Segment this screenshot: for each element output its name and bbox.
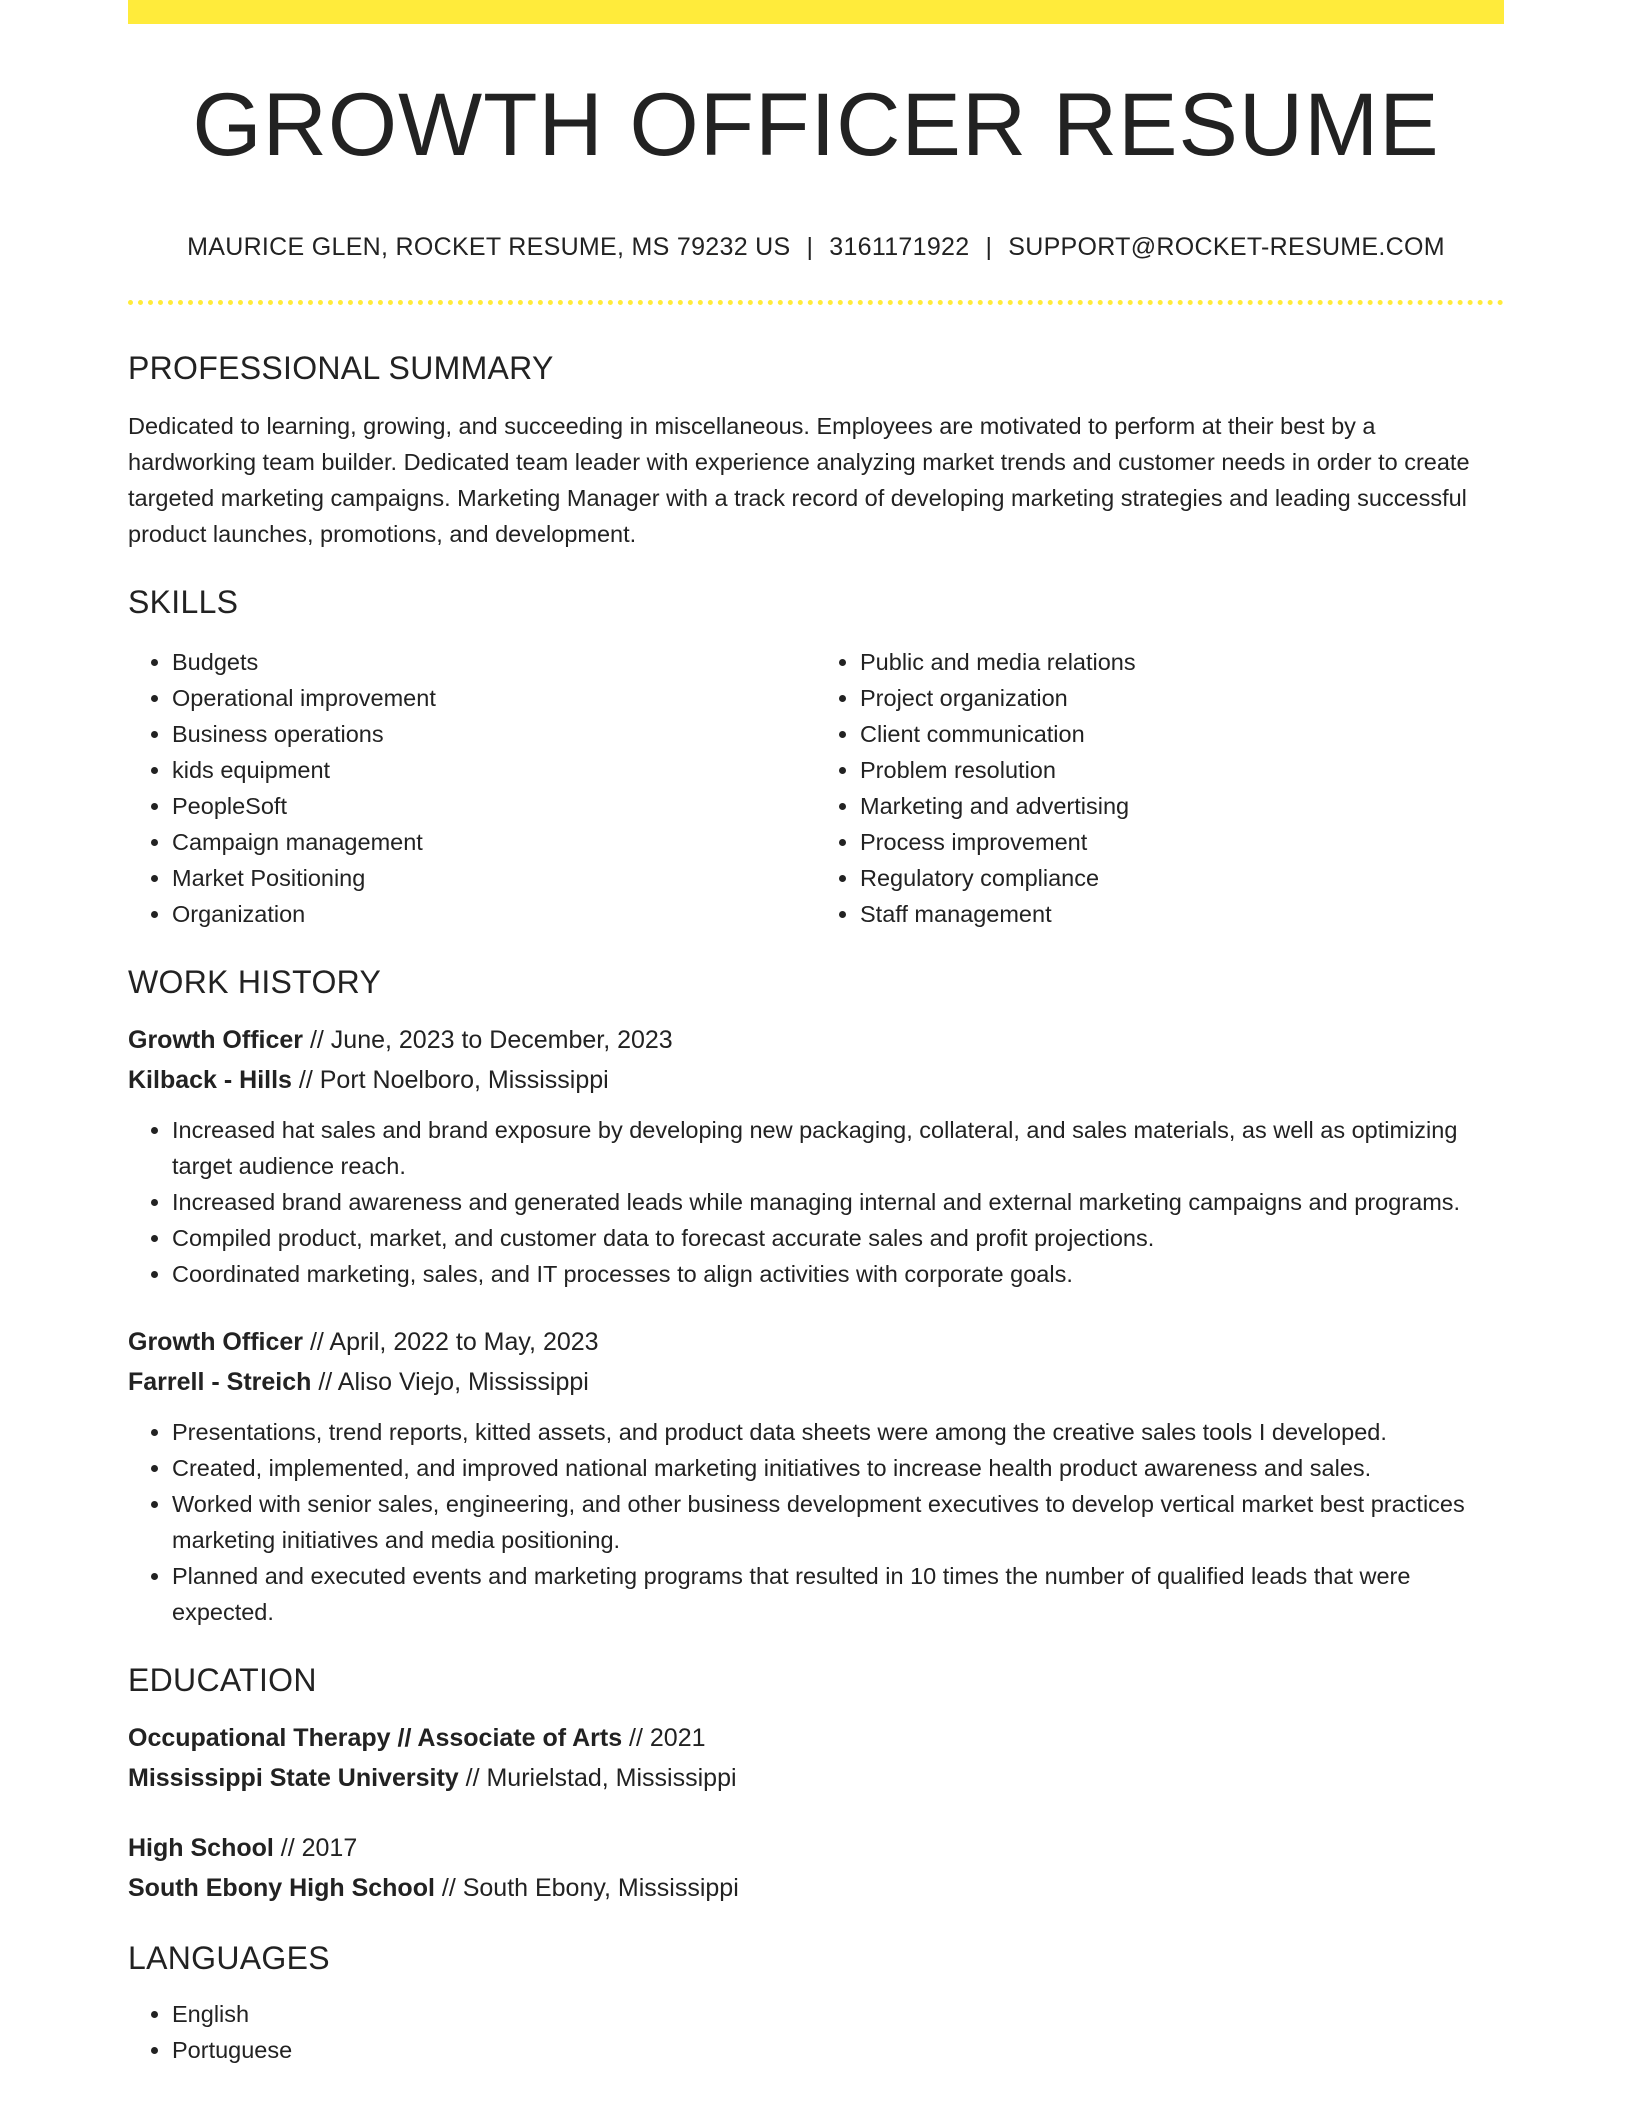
top-accent-bar [128,0,1504,24]
job-bullet: • Increased hat sales and brand exposure by developing new packaging, collateral, and sales materials, as well as optimizing target audience reach. [172,1112,1504,1184]
skill-item: • Process improvement [860,824,1504,860]
contact-separator: | [985,233,993,261]
job-entry [128,1322,1504,1630]
education-degree: High School [128,1834,274,1862]
resume-page [128,0,1504,2068]
job-bullets [128,1414,1504,1630]
contact-address: MAURICE GLEN, ROCKET RESUME, MS 79232 US [187,233,791,261]
skills-column-right [816,644,1504,932]
job-bullet: • Presentations, trend reports, kitted assets, and product data sheets were among the creative sales tools I developed. [172,1414,1504,1450]
skill-item: • Problem resolution [860,752,1504,788]
education-year: // 2021 [622,1724,706,1752]
job-bullet: • Created, implemented, and improved national marketing initiatives to increase health product awareness and sales. [172,1450,1504,1486]
contact-phone[interactable]: 3161171922 [829,233,970,261]
skill-item: • PeopleSoft [172,788,816,824]
job-bullet: • Worked with senior sales, engineering, and other business development executives to develop vertical market best practices marketing initiatives and media positioning. [172,1486,1504,1558]
job-title: Growth Officer [128,1026,304,1054]
job-location: // Port Noelboro, Mississippi [291,1066,609,1094]
skill-item: • Marketing and advertising [860,788,1504,824]
job-company-line [128,1362,1504,1402]
skill-item: • Staff management [860,896,1504,932]
education-degree: Occupational Therapy // Associate of Arts [128,1724,623,1752]
contact-line [128,235,1504,260]
skill-item: • Organization [172,896,816,932]
skill-item: • Regulatory compliance [860,860,1504,896]
contact-separator: | [806,233,814,261]
job-location: // Aliso Viejo, Mississippi [311,1368,589,1396]
skill-item: • Client communication [860,716,1504,752]
job-bullet: • Planned and executed events and marketing programs that resulted in 10 times the number of qualified leads that were expected. [172,1558,1504,1630]
skill-item: • Business operations [172,716,816,752]
languages-heading: LANGUAGES [128,1940,330,1976]
skill-item: • kids equipment [172,752,816,788]
education-school: South Ebony High School [128,1874,435,1902]
education-entry [128,1828,1504,1908]
contact-email[interactable]: SUPPORT@ROCKET-RESUME.COM [1008,233,1445,261]
job-dates: // April, 2022 to May, 2023 [303,1328,599,1356]
job-entry [128,1020,1504,1292]
job-bullet: • Coordinated marketing, sales, and IT processes to align activities with corporate goals. [172,1256,1504,1292]
skill-item: • Budgets [172,644,816,680]
job-dates: // June, 2023 to December, 2023 [303,1026,673,1054]
education-location: // South Ebony, Mississippi [434,1874,739,1902]
summary-text: Dedicated to learning, growing, and succeeding in miscellaneous. Employees are motivated to perform at their best by a hardworking team builder. Dedicated team leader with experience analyzing market trends and customer needs in order to create targeted marketing campaigns. Marketing Manager with a track record of developing marketing strategies and leading successful product launches, promotions, and development. [128,413,1470,547]
job-company: Kilback - Hills [128,1066,292,1094]
language-item: • Portuguese [172,2032,1504,2068]
job-title: Growth Officer [128,1328,304,1356]
job-bullet: • Compiled product, market, and customer data to forecast accurate sales and profit projections. [172,1220,1504,1256]
languages-list [128,1996,1504,2068]
education-degree-line [128,1718,1504,1758]
job-bullet: • Increased brand awareness and generated leads while managing internal and external marketing campaigns and programs. [172,1184,1504,1220]
education-school-line [128,1868,1504,1908]
skill-item: • Market Positioning [172,860,816,896]
job-title-line [128,1020,1504,1060]
skills-column-left [128,644,816,932]
education-heading: EDUCATION [128,1662,317,1698]
education-school-line [128,1758,1504,1798]
skills-list [128,644,1504,932]
skill-item: • Operational improvement [172,680,816,716]
skill-item: • Campaign management [172,824,816,860]
work-history-heading: WORK HISTORY [128,964,382,1000]
job-company: Farrell - Streich [128,1368,312,1396]
education-entry [128,1718,1504,1798]
education-year: // 2017 [273,1834,358,1862]
skill-item: • Project organization [860,680,1504,716]
education-school: Mississippi State University [128,1764,459,1792]
resume-title: GROWTH OFFICER RESUME [192,74,1440,174]
education-degree-line [128,1828,1504,1868]
education-location: // Murielstad, Mississippi [458,1764,737,1792]
dotted-divider [128,300,1504,305]
skill-item: • Public and media relations [860,644,1504,680]
job-company-line [128,1060,1504,1100]
language-item: • English [172,1996,1504,2032]
summary-heading: PROFESSIONAL SUMMARY [128,350,554,386]
skills-heading: SKILLS [128,584,239,620]
job-title-line [128,1322,1504,1362]
job-bullets [128,1112,1504,1292]
